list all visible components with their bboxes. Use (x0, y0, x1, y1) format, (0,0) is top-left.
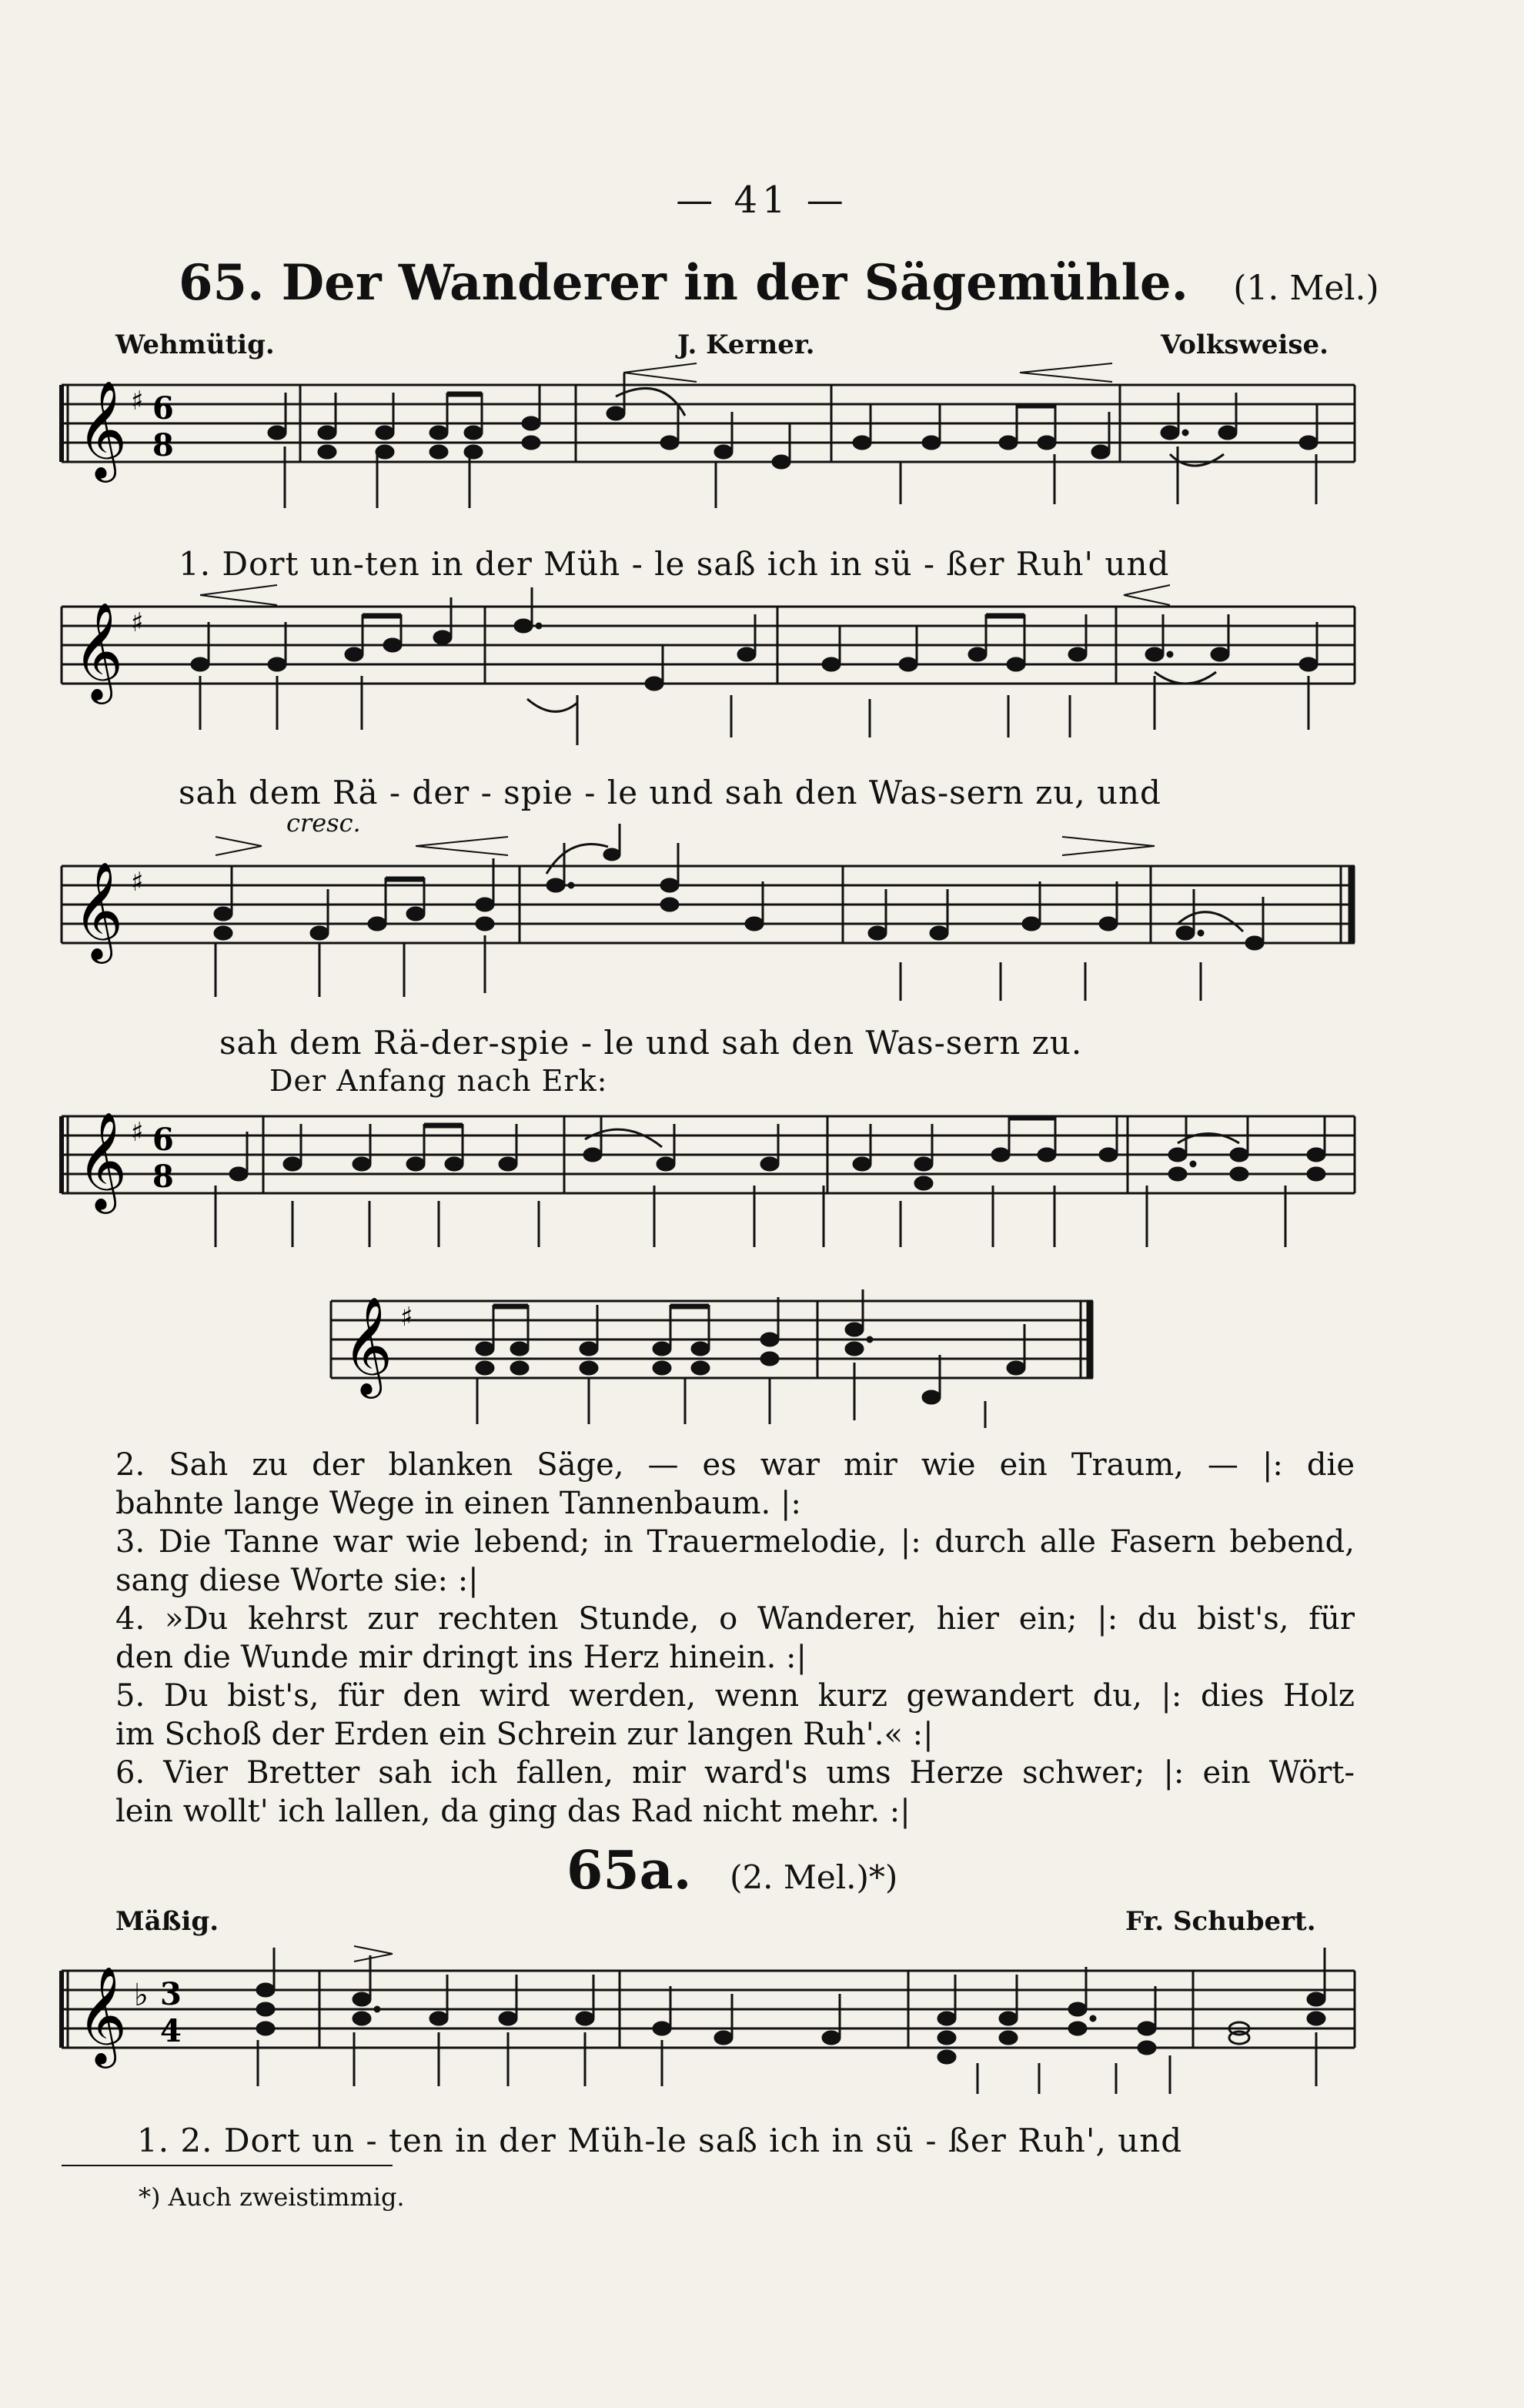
song-title-text: Der Wanderer in der Sägemühle. (281, 254, 1188, 312)
verse-4-line-1: 4. »Du kehrst zur rechten Stunde, o Wanderer, hier ein; |: du bist's, für (115, 1601, 1355, 1637)
verse-4-line-2: den die Wunde mir dringt ins Herz hinein. :| (115, 1640, 807, 1675)
verse-5-line-2: im Schoß der Erden ein Schrein zur langen Ruh'.« :| (115, 1717, 934, 1752)
svg-text:𝄞: 𝄞 (73, 861, 124, 959)
footnote: *) Auch zweistimmig. (139, 2182, 405, 2212)
tempo-marking: Wehmütig. (115, 329, 275, 360)
svg-text:8: 8 (152, 427, 174, 463)
melody-label: (1. Mel.) (1233, 269, 1379, 308)
svg-text:8: 8 (152, 1159, 174, 1195)
song-number: 65. (179, 254, 265, 312)
svg-text:𝄞: 𝄞 (77, 1965, 128, 2064)
svg-text:♯: ♯ (131, 1117, 144, 1148)
song-65a-lyrics: 1. 2. Dort un - ten in der Müh-le saß ich in sü - ßer Ruh', und (137, 2122, 1183, 2159)
arrangement-note: Der Anfang nach Erk: (269, 1064, 608, 1098)
verse-6-line-2: lein wollt' ich lallen, da ging das Rad nicht mehr. :| (115, 1794, 911, 1829)
svg-text:6: 6 (152, 1122, 174, 1158)
svg-text:𝄞: 𝄞 (73, 601, 124, 700)
staff-5 (323, 1278, 1108, 1432)
staff-6 (54, 1932, 1362, 2102)
verse-3-line-2: sang diese Worte sie: :| (115, 1563, 479, 1598)
verse-3-line-1: 3. Die Tanne war wie lebend; in Trauermelodie, |: durch alle Fasern bebend, (115, 1524, 1355, 1560)
verse-5-line-1: 5. Du bist's, für den wird werden, wenn kurz gewandert du, |: dies Holz (115, 1678, 1355, 1714)
svg-text:♭: ♭ (134, 1978, 149, 2013)
song-title (179, 254, 1379, 312)
song-65a-tempo: Mäßig. (115, 1906, 219, 1937)
staff-1 (54, 362, 1362, 523)
svg-text:♯: ♯ (131, 607, 144, 638)
verse-6-line-1: 6. Vier Bretter sah ich fallen, mir ward's ums Herze schwer; |: ein Wört- (115, 1755, 1355, 1791)
svg-text:𝄞: 𝄞 (77, 380, 128, 478)
verse-2-line-2: bahnte lange Wege in einen Tannenbaum. |: (115, 1486, 801, 1521)
staff-4 (54, 1085, 1362, 1263)
lyricist: J. Kerner. (677, 329, 815, 360)
lyrics-line-3: sah dem Rä-der-spie - le und sah den Was-sern zu. (219, 1024, 1083, 1062)
staff-3 (54, 820, 1362, 1005)
page-number: — 41 — (676, 179, 848, 222)
svg-text:4: 4 (160, 2013, 182, 2049)
svg-text:6: 6 (152, 390, 174, 426)
svg-text:♯: ♯ (131, 386, 144, 416)
dynamic-marking: cresc. (286, 808, 361, 838)
svg-text:𝄞: 𝄞 (343, 1296, 393, 1394)
composer: Volksweise. (1161, 329, 1328, 360)
song-65a-melody: (2. Mel.)*) (730, 1858, 898, 1896)
song-65a-title (566, 1840, 897, 1901)
verses (115, 1446, 1355, 1831)
svg-text:𝄞: 𝄞 (77, 1111, 128, 1209)
svg-text:3: 3 (160, 1976, 182, 2012)
footnote-rule (62, 2165, 393, 2166)
staff-2 (54, 576, 1362, 753)
song-65a-number: 65a. (566, 1840, 692, 1901)
verse-2-line-1: 2. Sah zu der blanken Säge, — es war mir wie ein Traum, — |: die (115, 1447, 1355, 1483)
lyrics-line-1: 1. Dort un-ten in der Müh - le saß ich in sü - ßer Ruh' und (179, 545, 1170, 583)
svg-text:♯: ♯ (131, 867, 144, 898)
lyrics-line-2: sah dem Rä - der - spie - le und sah den Was-sern zu, und (179, 774, 1161, 811)
svg-text:♯: ♯ (400, 1302, 413, 1333)
song-65a-composer: Fr. Schubert. (1125, 1906, 1316, 1937)
